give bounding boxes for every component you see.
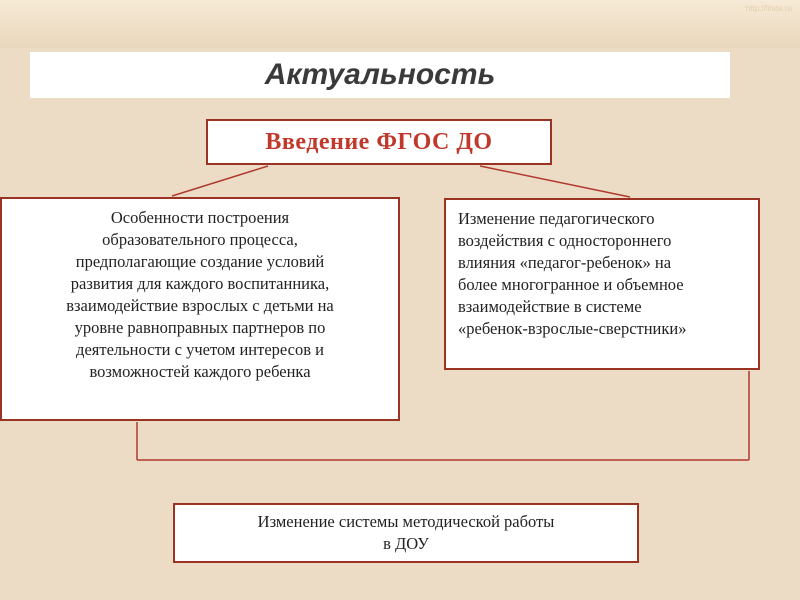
watermark: http://linda.ru (745, 4, 792, 13)
slide-title: Актуальность (264, 58, 496, 91)
box-fgos-intro-label: Введение ФГОС ДО (265, 129, 493, 155)
arrow-top-to-left (172, 166, 268, 196)
arrow-top-to-right (480, 166, 630, 197)
text-line: взаимодействие в системе (458, 297, 642, 316)
text-line: взаимодействие взрослых с детьми на (66, 296, 334, 315)
box-fgos-intro (206, 119, 552, 165)
box-pedagogical-change (444, 198, 760, 370)
text-line: возможностей каждого ребенка (89, 362, 311, 381)
text-line: влияния «педагог-ребенок» на (458, 253, 672, 272)
box-process-features (0, 197, 400, 421)
text-line: образовательного процесса, (102, 230, 298, 249)
text-line: «ребенок-взрослые-сверстники» (458, 319, 687, 338)
text-line: деятельности с учетом интересов и (76, 340, 324, 359)
text-line: уровне равноправных партнеров по (74, 318, 326, 337)
text-line: в ДОУ (383, 534, 429, 553)
text-line: предполагающие создание условий (75, 252, 325, 271)
text-line: воздействия с одностороннего (458, 231, 672, 250)
box-methodical-work (173, 503, 639, 563)
text-line: Особенности построения (110, 208, 290, 227)
text-line: Изменение педагогического (458, 209, 655, 228)
text-line: более многогранное и объемное (458, 275, 684, 294)
text-line: развития для каждого воспитанника, (70, 274, 330, 293)
text-line: Изменение системы методической работы (257, 512, 555, 531)
